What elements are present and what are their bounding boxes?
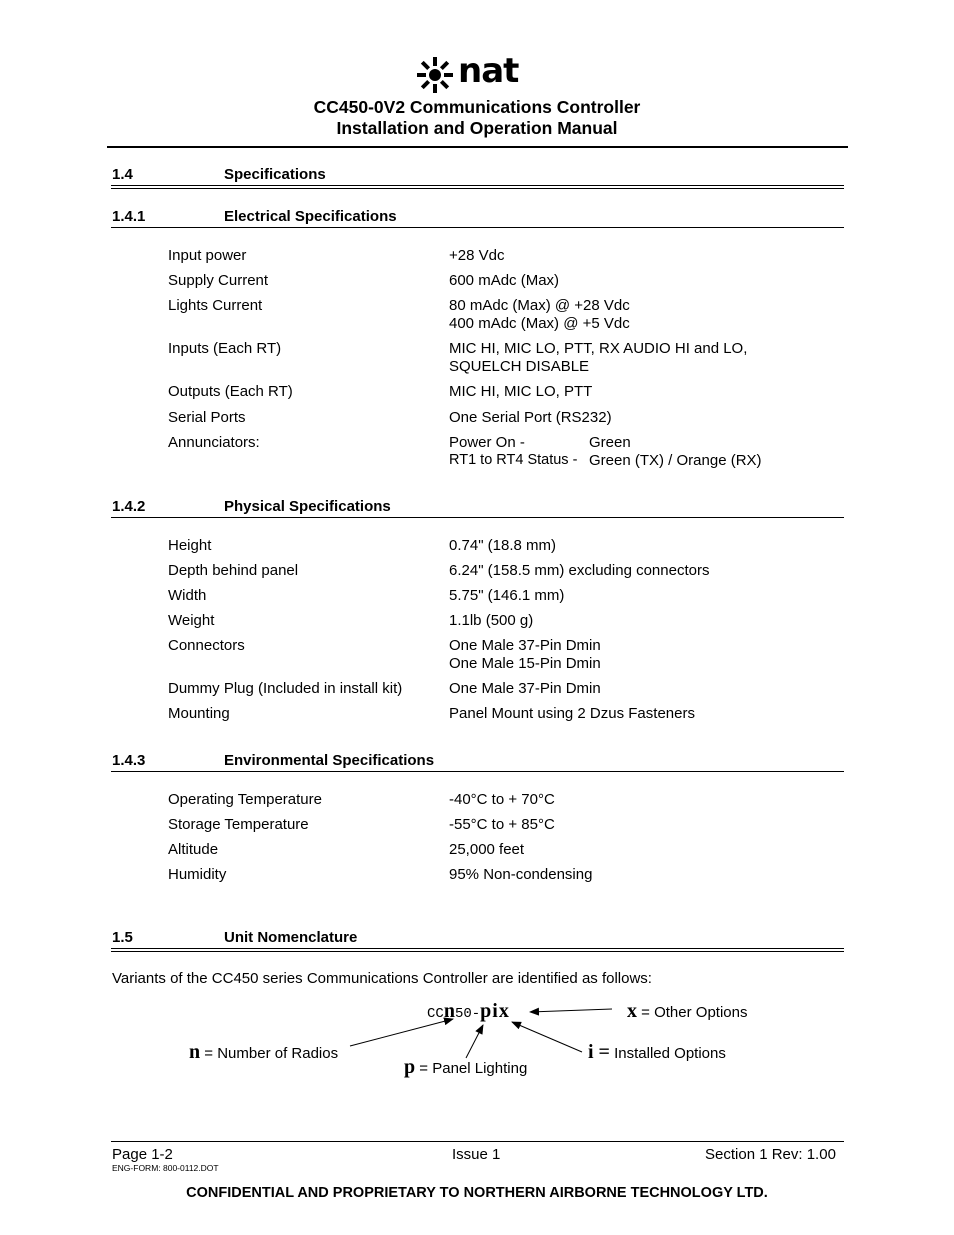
document-subtitle: Installation and Operation Manual <box>336 118 618 138</box>
spec-label: Operating Temperature <box>168 791 322 808</box>
spec-value: One Serial Port (RS232) <box>449 409 612 426</box>
spec-label: Lights Current <box>168 297 263 314</box>
legend-i <box>588 1041 726 1064</box>
spec-label: Dummy Plug (Included in install kit) <box>168 680 403 697</box>
spec-label: Altitude <box>168 841 219 858</box>
spec-value: 1.1lb (500 g) <box>449 612 534 629</box>
spec-value: 600 mAdc (Max) <box>449 272 560 289</box>
spec-value: -40°C to + 70°C <box>449 791 555 808</box>
spec-label: Supply Current <box>168 272 269 289</box>
legend-x-letter: x <box>627 1000 637 1022</box>
spec-label: Input power <box>168 247 247 264</box>
spec-label: Connectors <box>168 637 245 654</box>
section-title: Specifications <box>224 166 326 183</box>
document-title: CC450-0V2 Communications Controller <box>313 97 641 117</box>
spec-value: +28 Vdc <box>449 247 505 264</box>
spec-label: Weight <box>168 612 215 629</box>
spec-value: One Male 37-Pin Dmin <box>449 637 601 654</box>
part-code-prefix: CC <box>427 1006 444 1022</box>
spec-value: Panel Mount using 2 Dzus Fasteners <box>449 705 695 722</box>
spec-value: 400 mAdc (Max) @ +5 Vdc <box>449 315 630 332</box>
section-title: Physical Specifications <box>224 498 391 515</box>
legend-n <box>189 1041 338 1064</box>
spec-label: Annunciators: <box>168 434 260 451</box>
section-title: Unit Nomenclature <box>224 929 358 946</box>
legend-p <box>404 1056 527 1079</box>
section-number: 1.4.1 <box>112 208 146 225</box>
legend-n-desc: = Number of Radios <box>200 1045 339 1062</box>
spec-value: RT1 to RT4 Status - <box>449 452 578 468</box>
spec-value: 6.24" (158.5 mm) excluding connectors <box>449 562 710 579</box>
section-number: 1.4.3 <box>112 752 146 769</box>
legend-i-letter: i = <box>588 1041 610 1063</box>
spec-value: 25,000 feet <box>449 841 525 858</box>
section-number: 1.4 <box>112 166 133 183</box>
section-title: Electrical Specifications <box>224 208 397 225</box>
spec-value: 95% Non-condensing <box>449 866 593 883</box>
section-title: Environmental Specifications <box>224 752 435 769</box>
spec-label: Humidity <box>168 866 227 883</box>
footer-page: Page 1-2 <box>112 1146 173 1163</box>
spec-value: MIC HI, MIC LO, PTT <box>449 383 593 400</box>
legend-x <box>627 1000 747 1023</box>
arrow-p <box>466 1025 483 1058</box>
legend-p-desc: = Panel Lighting <box>415 1060 528 1077</box>
footer-rule <box>111 1141 844 1142</box>
nomenclature-intro: Variants of the CC450 series Communications Controller are identified as follows: <box>112 970 652 987</box>
confidential-notice: CONFIDENTIAL AND PROPRIETARY TO NORTHERN AIRBORNE TECHNOLOGY LTD. <box>186 1185 768 1201</box>
spec-label: Height <box>168 537 212 554</box>
spec-value: One Male 37-Pin Dmin <box>449 680 601 697</box>
spec-subvalue: Green (TX) / Orange (RX) <box>589 452 762 469</box>
spec-label: Outputs (Each RT) <box>168 383 293 400</box>
spec-value: Power On - <box>449 434 525 451</box>
spec-value: -55°C to + 85°C <box>449 816 555 833</box>
spec-label: Depth behind panel <box>168 562 299 579</box>
spec-value: 5.75" (146.1 mm) <box>449 587 565 604</box>
arrow-n <box>350 1019 453 1046</box>
arrow-x <box>530 1009 612 1012</box>
spec-subvalue: Green <box>589 434 631 451</box>
spec-value: SQUELCH DISABLE <box>449 358 590 375</box>
logo-wordmark: nat <box>458 51 519 91</box>
part-code-mid: 50- <box>454 1006 481 1022</box>
spec-label: Serial Ports <box>168 409 246 426</box>
footer-issue: Issue 1 <box>452 1146 501 1163</box>
legend-n-letter: n <box>189 1041 201 1063</box>
part-code-n: n <box>443 1000 455 1022</box>
footer-form-id: ENG-FORM: 800-0112.DOT <box>112 1163 219 1173</box>
section-number: 1.4.2 <box>112 498 146 515</box>
legend-i-desc: Installed Options <box>609 1045 726 1062</box>
spec-value: One Male 15-Pin Dmin <box>449 655 601 672</box>
spec-label: Mounting <box>168 705 230 722</box>
spec-value: 0.74" (18.8 mm) <box>449 537 557 554</box>
spec-value: 80 mAdc (Max) @ +28 Vdc <box>449 297 630 314</box>
spec-label: Storage Temperature <box>168 816 309 833</box>
footer-section-rev: Section 1 Rev: 1.00 <box>705 1146 836 1163</box>
legend-x-desc: = Other Options <box>637 1004 748 1021</box>
legend-p-letter: p <box>404 1056 416 1078</box>
spec-value: MIC HI, MIC LO, PTT, RX AUDIO HI and LO, <box>449 340 748 357</box>
part-code-pix: pix <box>480 1000 510 1022</box>
section-number: 1.5 <box>112 929 133 946</box>
arrow-i <box>512 1022 582 1052</box>
spec-label: Width <box>168 587 207 604</box>
spec-label: Inputs (Each RT) <box>168 340 282 357</box>
